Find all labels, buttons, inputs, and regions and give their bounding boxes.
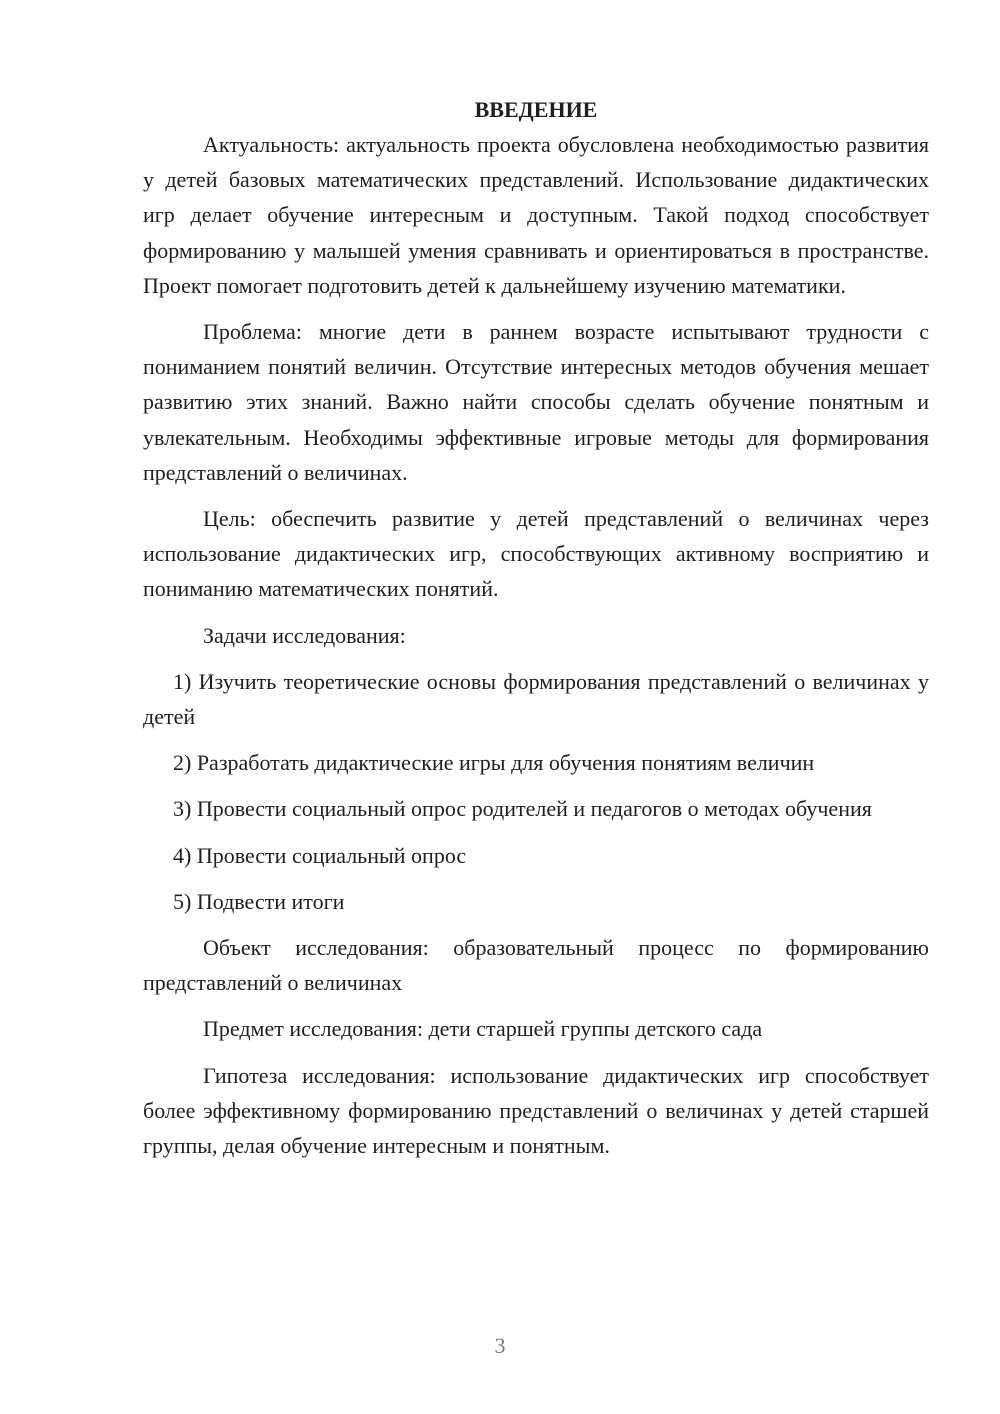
page-content: [143, 92, 929, 1163]
task-item-1: 1) Изучить теоретические основы формирования представлений о величинах у детей: [143, 668, 929, 730]
page-number: 3: [494, 1333, 506, 1358]
section-title: ВВЕДЕНИЕ: [474, 97, 598, 122]
tasks-heading: Задачи исследования:: [203, 622, 406, 648]
task-item-3: 3) Провести социальный опрос родителей и педагогов о методах обучения: [173, 796, 872, 822]
task-item-2: 2) Разработать дидактические игры для обучения понятиям величин: [173, 750, 815, 776]
paragraph-hypothesis: Гипотеза исследования: использование дидактических игр способствует более эффективному формированию представлений о величинах у детей старшей группы, делая обучение интересным и понятным.: [143, 1062, 929, 1159]
paragraph-subject: Предмет исследования: дети старшей группы детского сада: [203, 1016, 763, 1042]
paragraph-goal: Цель: обеспечить развитие у детей представлений о величинах через использование дидактических игр, способствующих активному восприятию и пониманию математических понятий.: [143, 506, 929, 602]
paragraph-object: Объект исследования: образовательный процесс по формированию представлений о величинах: [143, 935, 929, 996]
paragraph-relevance: Актуальность: актуальность проекта обусловлена необходимостью развития у детей базовых математических представлений. Использование дидактических игр делает обучение интересным и доступным. Такой подход способствует формированию у малышей умения сравнивать и ориентироваться в пространстве. Проект помогает подготовить детей к дальнейшему изучению математики.: [143, 132, 929, 298]
paragraph-problem: Проблема: многие дети в раннем возрасте испытывают трудности с пониманием понятий величин. Отсутствие интересных методов обучения мешает развитию этих знаний. Важно найти способы сделать обучение понятным и увлекательным. Необходимы эффективные игровые методы для формирования представлений о величинах.: [143, 319, 929, 485]
task-item-4: 4) Провести социальный опрос: [173, 842, 467, 868]
task-item-5: 5) Подвести итоги: [173, 888, 345, 914]
